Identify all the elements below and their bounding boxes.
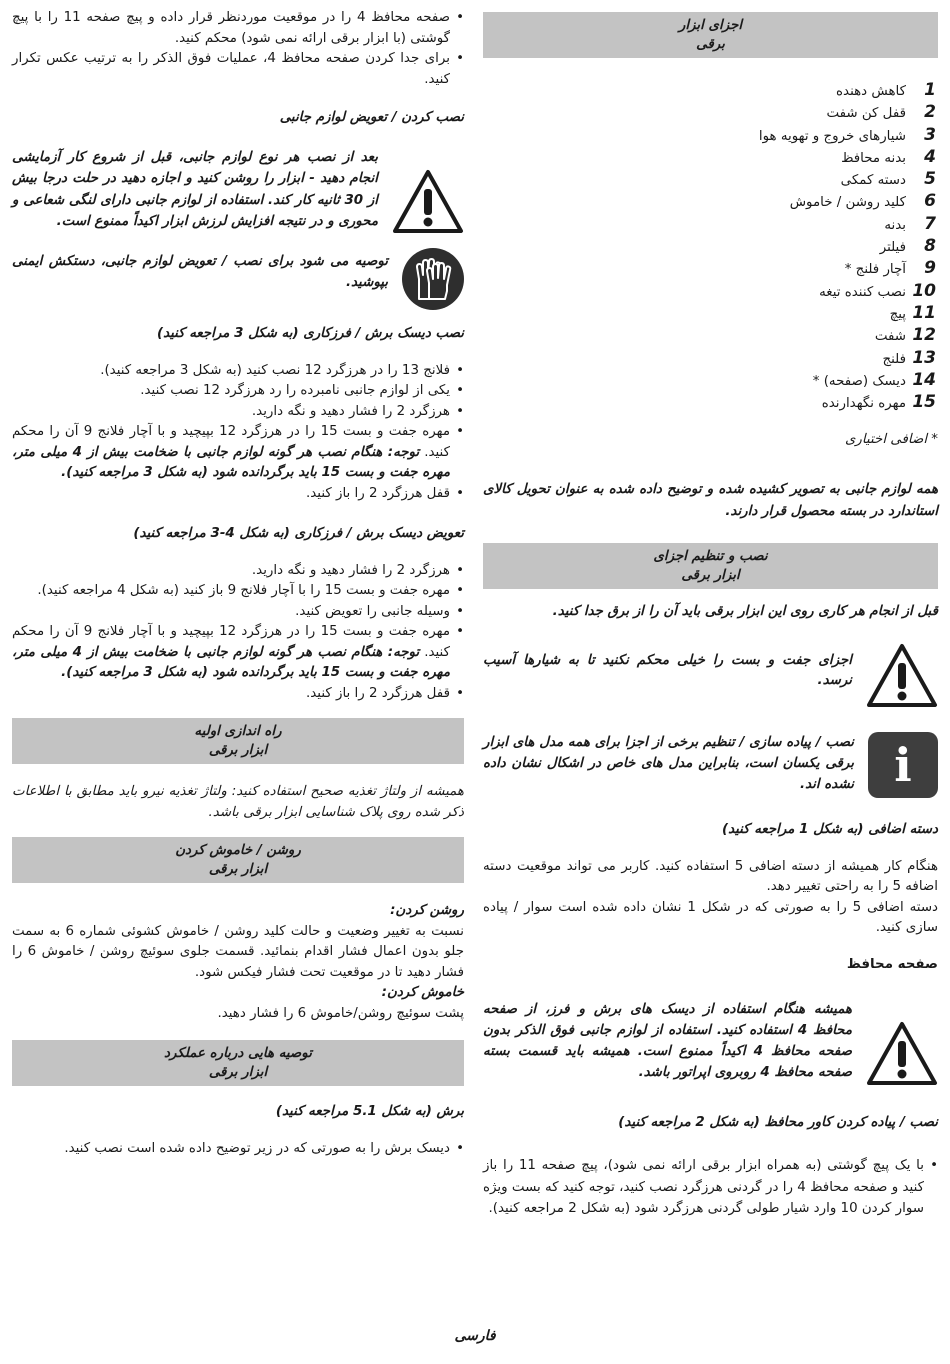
warning-parts-text: اجزای جفت و بست را خیلی محکم نکنید تا به شیارها آسیب نرسد.: [483, 652, 852, 689]
unplug-note: قبل از انجام هر کاری روی این ابزار برقی باید آن را از برق جدا کنید.: [552, 603, 938, 619]
part-item: [483, 370, 936, 392]
warning-triangle-icon: [392, 169, 464, 243]
part-number: 7: [924, 213, 936, 234]
switch-on-label: روشن کردن:: [390, 903, 464, 918]
list-item: • هرزگرد 2 را فشار دهید و نگه دارید.: [12, 402, 464, 423]
part-label: کاهش دهنده: [836, 84, 906, 99]
guard-warning-text: همیشه هنگام استفاده از دیسک های برش و فرز، از صفحه محافظ 4 استفاده کنید. استفاده از لوازم جانبی فوق الذکر بدون صفحه محافظ 4 اکیداً ممنوع است. همیشه باید قسمت بسته صفحه محافظ 4 روبروی اپراتور باشد.: [483, 1002, 852, 1081]
switch-off-text: پشت سوئیچ روشن/خاموش 6 را فشار دهید.: [217, 1005, 464, 1021]
list-item: • هرزگرد 2 را فشار دهید و نگه دارید.: [12, 561, 464, 582]
part-item: [483, 325, 936, 347]
part-item: [483, 147, 936, 169]
header-line: راه اندازی اولیه: [194, 724, 282, 739]
part-label: شفت: [874, 329, 906, 345]
list-item: • وسیله جانبی را تعویض کنید.: [12, 602, 464, 623]
switch-on-text: نسبت به تغییر وضعیت و حالت کلید روشن / خاموش کشوئی شماره 6 به سمت جلو بدون اعمال فشار اقدام بنمائید. قسمت جلوی سوئیچ روشن / خاموش 6 را فشار دهید تا در موقعیت تحت فشار فیکس شود.: [12, 923, 464, 980]
bullet-note: توجه: هنگام نصب هر گونه لوازم جانبی با ضخامت بیش از 4 میلی متر، مهره جفت و بست 15 باید برگردانده شود (به شکل 3 مراجعه کنید).: [12, 444, 450, 480]
part-number: 11: [912, 302, 936, 323]
section-header-tips: [12, 1040, 464, 1086]
part-item: [483, 214, 936, 236]
part-number: 1: [924, 80, 936, 100]
header-line: ابزار برقی: [208, 743, 268, 758]
list-item: [12, 622, 464, 684]
part-label: بدنه محافظ: [841, 150, 906, 166]
part-item: [483, 303, 936, 325]
disc-replace-bullets: [12, 561, 464, 705]
list-item: • مهره جفت و بست 15 را با آچار فلانج 9 باز کنید (به شکل 4 مراجعه کنید).: [12, 581, 464, 602]
part-item: [483, 125, 936, 147]
handle-heading: دسته اضافی (به شکل 1 مراجعه کنید): [721, 822, 938, 838]
part-label: دیسک (صفحه) *: [812, 373, 906, 389]
part-number: 10: [912, 280, 936, 301]
part-label: کلید روشن / خاموش: [789, 195, 906, 211]
part-item: [483, 281, 936, 303]
part-item: [483, 392, 936, 414]
list-item: • فلانج 13 را در هرزگرد 12 نصب کنید (به شکل 3 مراجعه کنید).: [12, 361, 464, 382]
warning-triangle-icon: [866, 643, 938, 717]
right-column: [483, 8, 938, 1220]
header-line: روشن / خاموش کردن: [175, 843, 301, 858]
parts-list: [483, 80, 938, 414]
handle-paragraph-1: هنگام کار همیشه از دسته اضافی 5 استفاده کنید. کاربر می تواند موقعیت دسته اضافه 5 را به راحتی تغییر دهد.: [483, 858, 939, 895]
section-header-assembly: [483, 543, 938, 589]
cut-heading: برش (به شکل 5.1 مراجعه کنید): [275, 1104, 464, 1119]
cover-bullets: [483, 1155, 938, 1220]
left-column: [12, 8, 464, 1159]
accessory-warning-block: [12, 147, 464, 243]
part-label: بدنه: [884, 217, 906, 233]
part-number: 13: [912, 347, 936, 368]
part-item: [483, 80, 936, 102]
page-footer-language: فارسی: [454, 1328, 496, 1344]
guard-heading: صفحه محافظ: [846, 956, 938, 972]
part-number: 8: [924, 236, 936, 257]
part-item: [483, 102, 936, 124]
part-number: 2: [924, 102, 936, 123]
list-item: • با یک پیچ گوشتی (به همراه ابزار برقی ارائه نمی شود)، پیچ صفحه 11 را باز کنید و صفحه محافظ 4 را در گردنی هرزگرد نصب کنید، توجه کنید که بست ویژه سوار کردن 10 وارد شیار طولی گردنی هرزگرد شود (به شکل 2 مراجعه کنید).: [483, 1155, 938, 1220]
glove-text: توصیه می شود برای نصب / تعویض لوازم جانبی، دستکش ایمنی بپوشید.: [12, 254, 388, 290]
part-label: مهره نگهدارنده: [821, 396, 906, 412]
part-item: [483, 348, 936, 370]
bullet-text: مهره جفت و بست 15 را در هرزگرد 12 بپیچید و با آچار فلانج 9 آن را محکم کنید.: [12, 624, 450, 660]
part-label: پیچ: [889, 306, 906, 322]
list-item: • صفحه محافظ 4 را در موقعیت موردنظر قرار داده و پیچ صفحه 11 را با پیچ گوشتی (با ابزار برقی ارائه نمی شود) محکم کنید.: [12, 8, 464, 49]
part-number: 12: [912, 325, 936, 346]
warning-parts-block: [483, 643, 938, 717]
safety-gloves-icon: [402, 248, 464, 310]
accessories-note: همه لوازم جانبی به تصویر کشیده شده و توضیح داده شده به عنوان تحویل کالای استاندارد در بسته محصول قرار دارند.: [483, 481, 938, 519]
info-block: [483, 732, 938, 798]
list-item: • دیسک برش را به صورتی که در زیر توضیح داده شده است نصب کنید.: [12, 1139, 464, 1160]
header-line: توصیه هایی درباره عملکرد: [164, 1046, 312, 1061]
header-line: اجزای ابزار: [678, 18, 743, 33]
bullet-note: توجه: هنگام نصب هر گونه لوازم جانبی با ضخامت بیش از 4 میلی متر، مهره جفت و بست 15 باید برگردانده شود (به شکل 3 مراجعه کنید).: [12, 644, 450, 680]
part-label: نصب کننده تیغه: [819, 284, 906, 300]
section-header-onoff: [12, 837, 464, 883]
part-number: 5: [924, 169, 936, 190]
disc-install-bullets: [12, 361, 464, 505]
part-item: [483, 236, 936, 258]
disc-install-heading: نصب دیسک برش / فرزکاری (به شکل 3 مراجعه کنید): [156, 326, 464, 341]
part-item: [483, 191, 936, 213]
part-label: آچار فلنج *: [844, 262, 906, 278]
guard-top-bullets: [12, 8, 464, 90]
section-header-parts: [483, 12, 938, 58]
switch-off-label: خاموش کردن:: [381, 985, 464, 1000]
part-label: دسته کمکی: [840, 173, 906, 189]
part-number: 14: [912, 369, 936, 390]
part-label: فلنج: [882, 351, 906, 367]
list-item: • یکی از لوازم جانبی نامبرده را رد هرزگرد 12 نصب کنید.: [12, 381, 464, 402]
info-icon: i: [868, 732, 938, 798]
handle-paragraph-2: دسته اضافی 5 را به صورتی که در شکل 1 نشان داده شده است سوار / پیاده سازی کنید.: [483, 899, 939, 936]
part-label: فیلتر: [879, 240, 906, 256]
list-item: • قفل هرزگرد 2 را باز کنید.: [12, 484, 464, 505]
part-item: [483, 169, 936, 191]
part-number: 15: [912, 392, 936, 413]
part-item: [483, 258, 936, 280]
accessory-warning-text: بعد از نصب هر نوع لوازم جانبی، قبل از شروع کار آزمایشی انجام دهید - ابزار را روشن کنید و اجازه دهید در حلت درجا بیش از 30 ثانیه کار کند. استفاده از لوازم جانبی دارای لنگی شعاعی و محوری و در نتیجه افزایش لرزش ابزار اکیداً ممنوع است.: [12, 149, 378, 229]
header-line: ابزار برقی: [208, 1065, 268, 1080]
accessories-heading: نصب کردن / تعویض لوازم جانبی: [279, 110, 464, 125]
list-item: • برای جدا کردن صفحه محافظ 4، عملیات فوق الذکر را به ترتیب عکس تکرار کنید.: [12, 49, 464, 90]
list-item: • قفل هرزگرد 2 را باز کنید.: [12, 684, 464, 705]
cut-bullets: [12, 1139, 464, 1160]
list-item: [12, 422, 464, 484]
header-line: برقی: [696, 37, 725, 52]
header-line: ابزار برقی: [208, 862, 268, 877]
info-text: نصب / پیاده سازی / تنظیم برخی از اجزا برای همه مدل های ابزار برقی یکسان است، بنابراین مدل های خاص در اشکال نشان داده نشده اند.: [483, 735, 854, 793]
part-label: قفل کن شفت: [826, 106, 906, 122]
part-number: 3: [924, 124, 936, 145]
cover-heading: نصب / پیاده کردن کاور محافظ (به شکل 2 مراجعه کنید): [618, 1114, 938, 1130]
part-label: شیارهای خروج و تهویه هوا: [758, 128, 906, 144]
warning-triangle-icon: [866, 1021, 938, 1095]
header-line: نصب و تنظیم اجزای: [653, 548, 768, 564]
guard-warning-block: [483, 999, 938, 1095]
disc-replace-heading: تعویض دیسک برش / فرزکاری (به شکل 4-3 مراجعه کنید): [133, 526, 464, 541]
part-number: 6: [924, 191, 936, 212]
voltage-text: همیشه از ولتاژ تغذیه صحیح استفاده کنید: ولتاژ تغذیه نیرو باید مطابق با اطلاعات ذکر شده روی پلاک شناسایی ابزار برقی باشد.: [12, 784, 464, 820]
section-header-startup: [12, 718, 464, 764]
glove-block: [12, 248, 464, 310]
header-line: ابزار برقی: [681, 567, 740, 583]
optional-note: * اضافی اختیاری: [844, 432, 938, 448]
part-number: 9: [924, 258, 936, 279]
bullet-text: مهره جفت و بست 15 را در هرزگرد 12 بپیچید و با آچار فلانج 9 آن را محکم کنید.: [12, 424, 450, 460]
part-number: 4: [924, 146, 936, 167]
